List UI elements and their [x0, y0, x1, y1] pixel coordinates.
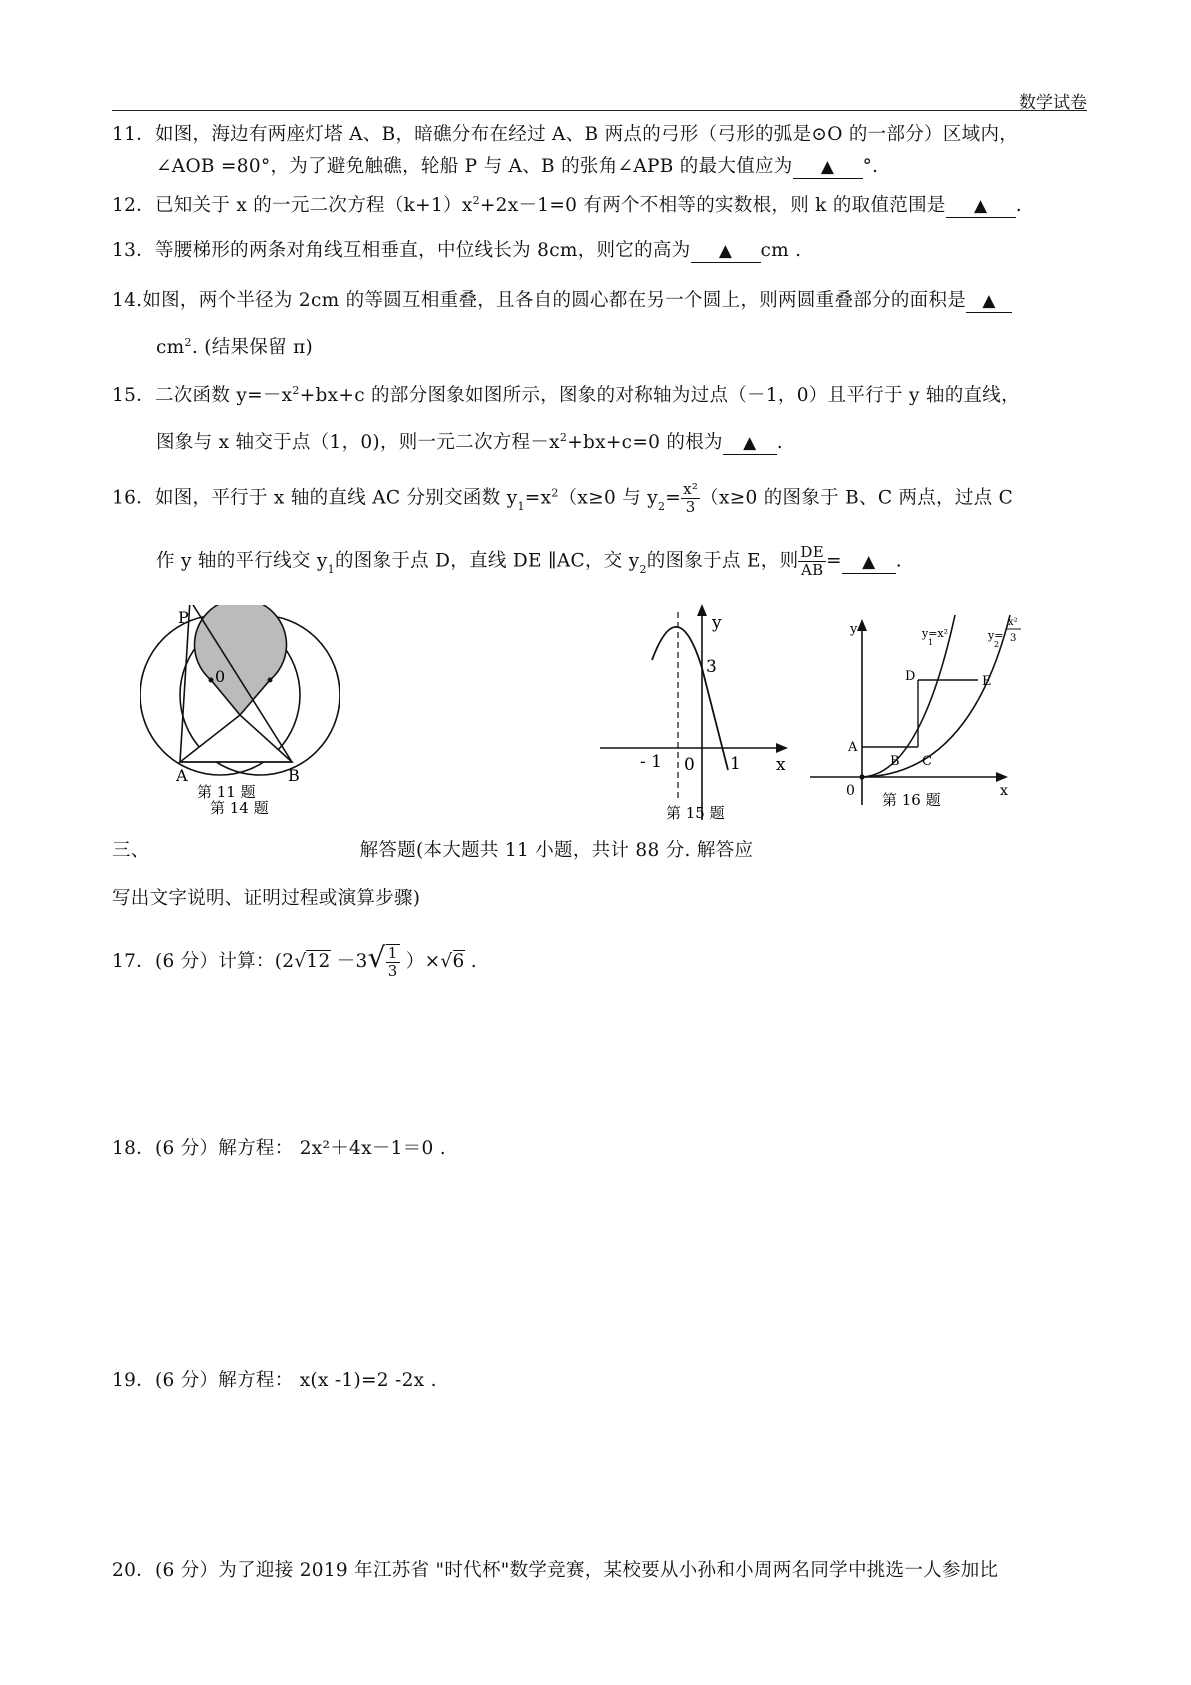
q16-a: 16．如图，平行于 x 轴的直线 AC 分别交函数 y — [112, 487, 518, 509]
label-o: 0 — [215, 667, 226, 686]
q16-frac-num: x² — [683, 480, 699, 498]
q12-answer-blank — [946, 195, 1016, 218]
q11-tail: °. — [862, 156, 879, 177]
q16-e: 的图象于点 E，则 — [646, 550, 799, 572]
section3-line1 — [112, 836, 753, 862]
q14-tail: . (结果保留 π) — [191, 337, 314, 358]
figure-16 — [810, 605, 1035, 820]
x-axis-arrow-icon — [776, 743, 788, 753]
label-x: x — [1000, 783, 1008, 799]
header-rule — [112, 110, 1087, 111]
q12-line — [112, 191, 1022, 218]
label-e: E — [982, 674, 992, 689]
q17-radicand2: 6 — [452, 951, 465, 972]
q16-b: （x≥0 的图象于 B、C 两点，过点 C — [700, 487, 1014, 509]
q15-sup: 2 — [292, 383, 300, 397]
q19-line: 19．(6 分）解方程： x(x -1)=2 -2x . — [112, 1370, 437, 1391]
q16-y1-sub2: 1 — [327, 562, 335, 576]
label-y2: y= — [988, 629, 1004, 642]
label-y2-sub: 2 — [994, 640, 1000, 649]
shaded-region — [195, 605, 287, 715]
y-axis-arrow-icon — [697, 604, 707, 616]
q13-tail: cm . — [760, 240, 802, 261]
q14-text: 14.如图，两个半径为 2cm 的等圆互相重叠，且各自的圆心都在另一个圆上，则两圆重叠部分的面积是 — [112, 290, 967, 311]
q15-answer-blank — [723, 432, 777, 455]
q13-answer-blank — [691, 240, 761, 263]
q16-y1-sub: 1 — [517, 499, 525, 513]
q11-answer-blank — [793, 156, 863, 179]
section3-line2: 写出文字说明、证明过程或演算步骤) — [112, 888, 421, 909]
q16-eq1: =x — [524, 487, 552, 509]
q15-d: +bx+c=0 的根为 — [567, 432, 723, 453]
sqrt-icon: √ — [294, 951, 307, 972]
label-y1: y=x² — [922, 627, 949, 640]
q16-ratio — [798, 544, 826, 579]
triangle-aob — [180, 715, 292, 762]
q15-line2 — [156, 428, 783, 455]
q15-a: 15．二次函数 y=－x — [112, 385, 293, 406]
caption-11: 第 11 题 — [197, 783, 256, 801]
q14-sup: 2 — [184, 335, 192, 349]
q15-c: 图象与 x 轴交于点（1，0)，则一元二次方程－x — [156, 432, 560, 453]
x-axis-arrow-icon — [996, 772, 1008, 782]
q17-line — [112, 938, 477, 982]
q16-y2-sub2: 2 — [639, 562, 647, 576]
q16-ratio-num: DE — [800, 543, 824, 561]
q15-tail: . — [776, 432, 783, 453]
q16-fraction — [681, 481, 700, 516]
figure-11-14 — [140, 605, 340, 820]
q11-line1: 11．如图，海边有两座灯塔 A、B，暗礁分布在经过 A、B 两点的弓形（弓形的弧是⊙O 的一部分）区域内， — [112, 124, 1019, 145]
label-y: y — [850, 622, 858, 637]
q14-line1 — [112, 286, 1012, 313]
q14-line2 — [156, 333, 313, 359]
q11-line2 — [156, 152, 878, 179]
answer-triangle-icon: ▲ — [718, 241, 733, 261]
caption-16: 第 16 题 — [882, 791, 941, 809]
label-y2-den: 3 — [1010, 633, 1017, 644]
q20-line: 20．(6 分）为了迎接 2019 年江苏省 "时代杯"数学竞赛，某校要从小孙和小周两名同学中挑选一人参加比 — [112, 1560, 999, 1581]
q16-answer-blank — [842, 551, 896, 574]
label-b: B — [890, 754, 900, 769]
q17-minus: －3 — [336, 951, 368, 972]
point-left — [209, 678, 214, 683]
q14-answer-blank — [966, 290, 1012, 313]
q16-d: 的图象于点 D，直线 DE ∥AC，交 y — [334, 550, 640, 572]
q16-line1: 16．如图，平行于 x 轴的直线 AC 分别交函数 $y_1=x^2(x\ge 0$ 与 $y_2=$ $\frac{\text{x²}}{3}$ （x≥0 的图象于 B、C 两点，过点 C — [112, 480, 1014, 516]
label-y: y — [712, 613, 722, 633]
label-origin: 0 — [846, 783, 855, 799]
label-neg1: - 1 — [640, 752, 662, 772]
q17-fraction — [386, 944, 400, 980]
label-p: P — [178, 608, 189, 627]
answer-triangle-icon: ▲ — [974, 196, 988, 216]
label-y1-sub: 1 — [928, 638, 934, 647]
q12-sup: 2 — [472, 193, 480, 207]
q17-prefix: 17．(6 分）计算：(2 — [112, 951, 295, 972]
q12-mid: +2x－1=0 有两个不相等的实数根，则 k 的取值范围是 — [479, 195, 946, 216]
y-axis-arrow-icon — [857, 619, 867, 631]
sqrt-icon: √ — [440, 951, 453, 972]
q16-eq: = — [825, 550, 842, 572]
answer-triangle-icon: ▲ — [820, 157, 835, 177]
label-y2-num: x² — [1008, 617, 1018, 628]
label-a: A — [848, 740, 858, 755]
q12-prefix: 12．已知关于 x 的一元二次方程（k+1）x — [112, 195, 473, 216]
q16-ratio-den: AB — [800, 561, 824, 579]
q17-frac-num: 1 — [387, 944, 398, 962]
q16-tail: . — [895, 550, 902, 572]
caption-14: 第 14 题 — [210, 799, 269, 817]
q16-line2 — [156, 544, 902, 579]
q17-frac-den: 3 — [387, 962, 398, 980]
q16-y2-sub: 2 — [657, 499, 666, 513]
section3-number: 三、 — [112, 840, 150, 861]
label-x: x — [776, 755, 786, 775]
q16-c: 作 y 轴的平行线交 y — [156, 550, 328, 572]
label-d: D — [905, 669, 916, 684]
figure-15 — [600, 600, 790, 825]
q11-text: ∠AOB =80°，为了避免触礁，轮船 P 与 A、B 的张角∠APB 的最大值应为 — [156, 156, 793, 177]
q12-tail: . — [1015, 195, 1022, 216]
header-title: 数学试卷 — [1019, 93, 1087, 113]
label-three: 3 — [706, 657, 717, 677]
q14-unit: cm — [156, 337, 185, 358]
answer-triangle-icon: ▲ — [743, 433, 757, 453]
label-one: 1 — [730, 754, 741, 774]
q15-sup2: 2 — [559, 430, 568, 444]
label-origin: 0 — [684, 755, 695, 775]
answer-triangle-icon: ▲ — [982, 291, 996, 311]
q16-mid1: （x≥0 与 y — [558, 487, 658, 509]
q13-prefix: 13．等腰梯形的两条对角线互相垂直，中位线长为 8cm，则它的高为 — [112, 240, 691, 261]
q17-tail: . — [470, 951, 477, 972]
q17-radicand1: 12 — [306, 951, 331, 972]
answer-triangle-icon: ▲ — [862, 551, 876, 572]
section3-title: 解答题(本大题共 11 小题，共计 88 分. 解答应 — [359, 840, 754, 861]
caption-15: 第 15 题 — [666, 804, 725, 822]
q18-line: 18．(6 分）解方程： 2x²＋4x－1＝0 . — [112, 1138, 446, 1159]
q16-frac-den: 3 — [685, 498, 696, 516]
label-c: C — [922, 754, 932, 769]
q13-line — [112, 236, 801, 263]
q15-b: +bx+c 的部分图象如图所示，图象的对称轴为过点（－1，0）且平行于 y 轴的直线， — [299, 385, 1020, 406]
label-b: B — [288, 766, 300, 785]
sqrt-icon: √ — [367, 941, 386, 974]
label-a: A — [176, 766, 188, 785]
point-right — [268, 678, 273, 683]
q15-line1 — [112, 381, 1020, 407]
q17-close: ）× — [405, 951, 441, 972]
origin-point — [859, 774, 864, 779]
q16-eq1-sup: 2 — [551, 486, 559, 500]
